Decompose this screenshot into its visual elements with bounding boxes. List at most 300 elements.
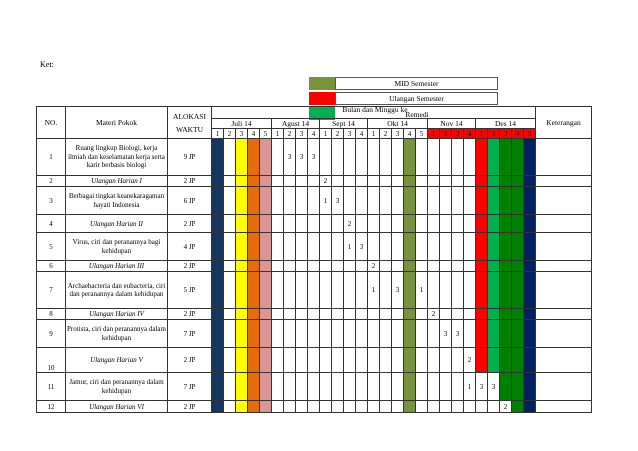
schedule-cell: [236, 187, 248, 215]
schedule-cell: [476, 401, 488, 413]
schedule-cell: [524, 261, 536, 272]
row-keterangan: [536, 176, 592, 187]
cell-value: 3: [356, 233, 368, 261]
schedule-cell: [440, 373, 452, 401]
week-header: 2: [224, 129, 236, 139]
schedule-cell: [296, 348, 308, 373]
week-header: 4: [248, 129, 260, 139]
schedule-cell: [296, 272, 308, 309]
row-no: 3: [37, 187, 66, 215]
schedule-cell: [512, 272, 524, 309]
schedule-cell: [380, 373, 392, 401]
schedule-cell: [212, 373, 224, 401]
table-row: [37, 401, 592, 413]
schedule-cell: [512, 176, 524, 187]
schedule-cell: [488, 261, 500, 272]
week-header: 2: [380, 129, 392, 139]
schedule-cell: [248, 139, 260, 176]
week-header: 5: [416, 129, 428, 139]
week-header: 4: [464, 129, 476, 139]
row-materi: Protista, ciri dan peranannya dalam kehidupan: [66, 320, 168, 348]
schedule-cell: [476, 215, 488, 233]
schedule-cell: [308, 261, 320, 272]
legend-swatch-ulangan: [309, 92, 335, 105]
row-alokasi: 2 JP: [168, 401, 212, 413]
cell-value: 1: [416, 272, 428, 309]
row-no: 11: [37, 373, 66, 401]
schedule-cell: [464, 401, 476, 413]
schedule-cell: [224, 401, 236, 413]
schedule-cell: [284, 272, 296, 309]
week-header: 5: [260, 129, 272, 139]
schedule-cell: [404, 373, 416, 401]
schedule-cell: [416, 233, 428, 261]
schedule-cell: [260, 401, 272, 413]
week-header: 3: [236, 129, 248, 139]
schedule-cell: [452, 401, 464, 413]
schedule-cell: [500, 373, 512, 401]
schedule-cell: [488, 348, 500, 373]
schedule-cell: [248, 373, 260, 401]
schedule-cell: [392, 261, 404, 272]
schedule-cell: [464, 187, 476, 215]
row-alokasi: 9 JP: [168, 139, 212, 176]
table-row: [37, 233, 592, 261]
schedule-cell: [392, 320, 404, 348]
schedule-cell: [260, 139, 272, 176]
week-header: 3: [500, 129, 512, 139]
schedule-cell: [272, 348, 284, 373]
cell-value: 2: [344, 215, 356, 233]
row-keterangan: [536, 272, 592, 309]
schedule-cell: [428, 401, 440, 413]
legend-label-ulangan: Ulangan Semester: [335, 92, 498, 105]
row-no: 2: [37, 176, 66, 187]
schedule-cell: [212, 309, 224, 320]
schedule-cell: [236, 348, 248, 373]
schedule-cell: [272, 139, 284, 176]
schedule-cell: [428, 215, 440, 233]
schedule-cell: [260, 373, 272, 401]
schedule-cell: [392, 233, 404, 261]
schedule-cell: [308, 176, 320, 187]
week-header: 3: [392, 129, 404, 139]
schedule-cell: [248, 401, 260, 413]
row-alokasi: 4 JP: [168, 233, 212, 261]
schedule-cell: [236, 261, 248, 272]
schedule-cell: [404, 215, 416, 233]
schedule-cell: [368, 176, 380, 187]
schedule-cell: [416, 320, 428, 348]
schedule-cell: [428, 176, 440, 187]
schedule-cell: [500, 272, 512, 309]
schedule-cell: [344, 176, 356, 187]
schedule-cell: [380, 139, 392, 176]
schedule-cell: [356, 139, 368, 176]
schedule-cell: [476, 261, 488, 272]
schedule-cell: [464, 309, 476, 320]
schedule-cell: [524, 215, 536, 233]
schedule-cell: [512, 373, 524, 401]
schedule-cell: [416, 373, 428, 401]
row-no: 9: [37, 320, 66, 348]
schedule-cell: [524, 176, 536, 187]
schedule-cell: [320, 320, 332, 348]
week-header: 4: [356, 129, 368, 139]
schedule-cell: [236, 320, 248, 348]
schedule-cell: [212, 215, 224, 233]
week-header: 1: [212, 129, 224, 139]
row-alokasi: 7 JP: [168, 320, 212, 348]
schedule-cell: [308, 215, 320, 233]
schedule-cell: [332, 261, 344, 272]
week-header: 3: [296, 129, 308, 139]
schedule-cell: [224, 233, 236, 261]
table-row: [37, 348, 592, 373]
cell-value: 3: [440, 320, 452, 348]
schedule-cell: [416, 139, 428, 176]
schedule-cell: [500, 215, 512, 233]
schedule-cell: [452, 272, 464, 309]
week-header: 3: [344, 129, 356, 139]
schedule-cell: [236, 215, 248, 233]
schedule-cell: [488, 215, 500, 233]
schedule-cell: [236, 373, 248, 401]
legend-label-mid: MID Semester: [335, 77, 498, 90]
schedule-cell: [308, 272, 320, 309]
cell-value: 3: [488, 373, 500, 401]
schedule-cell: [248, 348, 260, 373]
schedule-cell: [212, 320, 224, 348]
cell-value: 3: [452, 320, 464, 348]
schedule-cell: [488, 187, 500, 215]
schedule-cell: [440, 187, 452, 215]
schedule-cell: [392, 373, 404, 401]
schedule-cell: [464, 233, 476, 261]
schedule-cell: [248, 233, 260, 261]
header-keterangan: Keterangan: [536, 107, 592, 139]
schedule-cell: [296, 320, 308, 348]
week-header: 4: [404, 129, 416, 139]
schedule-cell: [488, 176, 500, 187]
cell-value: 2: [464, 348, 476, 373]
schedule-cell: [224, 320, 236, 348]
cell-value: 3: [332, 187, 344, 215]
week-header: 4: [512, 129, 524, 139]
month-desember: Des 14: [476, 119, 536, 129]
schedule-cell: [356, 320, 368, 348]
schedule-cell: [500, 176, 512, 187]
week-header: 1: [320, 129, 332, 139]
schedule-cell: [272, 261, 284, 272]
week-header: 1: [368, 129, 380, 139]
schedule-cell: [284, 401, 296, 413]
schedule-cell: [428, 187, 440, 215]
schedule-cell: [452, 373, 464, 401]
schedule-cell: [224, 139, 236, 176]
schedule-cell: [428, 233, 440, 261]
table-row: [37, 309, 592, 320]
schedule-cell: [404, 233, 416, 261]
cell-value: 2: [368, 261, 380, 272]
row-alokasi: 7 JP: [168, 373, 212, 401]
schedule-cell: [284, 320, 296, 348]
month-agustus: Agust 14: [272, 119, 320, 129]
schedule-cell: [308, 187, 320, 215]
row-no: 12: [37, 401, 66, 413]
schedule-cell: [524, 272, 536, 309]
schedule-cell: [392, 401, 404, 413]
schedule-cell: [380, 272, 392, 309]
row-materi: Jamur, ciri dan peranannya dalam kehidupan: [66, 373, 168, 401]
schedule-cell: [272, 309, 284, 320]
row-materi: Ruang lingkup Biologi, kerja ilmiah dan keselamatan kerja serta karir berbasis biologi: [66, 139, 168, 176]
cell-value: 2: [320, 176, 332, 187]
schedule-cell: [428, 373, 440, 401]
row-materi: Ulangan Harian I: [66, 176, 168, 187]
schedule-cell: [344, 139, 356, 176]
schedule-cell: [500, 261, 512, 272]
schedule-cell: [284, 261, 296, 272]
schedule-cell: [248, 272, 260, 309]
row-materi: Berbagai tingkat keanekaragaman hayati Indonesia: [66, 187, 168, 215]
schedule-cell: [284, 348, 296, 373]
row-keterangan: [536, 139, 592, 176]
schedule-cell: [416, 187, 428, 215]
row-keterangan: [536, 320, 592, 348]
schedule-cell: [512, 320, 524, 348]
schedule-cell: [428, 261, 440, 272]
schedule-cell: [488, 309, 500, 320]
schedule-cell: [440, 215, 452, 233]
schedule-cell: [212, 261, 224, 272]
schedule-cell: [248, 309, 260, 320]
schedule-cell: [260, 261, 272, 272]
header-materi: Materi Pokok: [66, 107, 168, 139]
cell-value: 1: [464, 373, 476, 401]
schedule-cell: [512, 139, 524, 176]
schedule-cell: [272, 373, 284, 401]
schedule-cell: [500, 233, 512, 261]
schedule-cell: [380, 348, 392, 373]
schedule-cell: [512, 261, 524, 272]
week-header: 2: [488, 129, 500, 139]
schedule-cell: [224, 309, 236, 320]
week-header: 1: [272, 129, 284, 139]
row-alokasi: 2 JP: [168, 176, 212, 187]
schedule-cell: [344, 373, 356, 401]
row-alokasi: 5 JP: [168, 272, 212, 309]
week-header: 2: [440, 129, 452, 139]
schedule-cell: [332, 348, 344, 373]
schedule-cell: [392, 139, 404, 176]
schedule-table: [36, 106, 592, 413]
row-materi: Virus, ciri dan peranannya bagi kehidupan: [66, 233, 168, 261]
schedule-cell: [452, 187, 464, 215]
schedule-cell: [308, 309, 320, 320]
schedule-cell: [320, 272, 332, 309]
schedule-cell: [332, 272, 344, 309]
schedule-cell: [464, 320, 476, 348]
schedule-cell: [464, 176, 476, 187]
schedule-cell: [272, 176, 284, 187]
cell-value: 3: [392, 272, 404, 309]
week-header: 3: [452, 129, 464, 139]
schedule-cell: [356, 309, 368, 320]
schedule-cell: [380, 401, 392, 413]
schedule-cell: [464, 272, 476, 309]
cell-value: 3: [308, 139, 320, 176]
schedule-cell: [404, 176, 416, 187]
schedule-cell: [296, 215, 308, 233]
schedule-cell: [476, 309, 488, 320]
schedule-cell: [476, 233, 488, 261]
schedule-cell: [260, 233, 272, 261]
schedule-cell: [428, 320, 440, 348]
schedule-cell: [488, 320, 500, 348]
schedule-cell: [452, 309, 464, 320]
row-no: 6: [37, 261, 66, 272]
schedule-cell: [452, 176, 464, 187]
schedule-cell: [404, 187, 416, 215]
schedule-cell: [512, 187, 524, 215]
schedule-cell: [332, 233, 344, 261]
row-no: 4: [37, 215, 66, 233]
schedule-cell: [332, 309, 344, 320]
schedule-cell: [512, 348, 524, 373]
row-keterangan: [536, 261, 592, 272]
cell-value: 1: [344, 233, 356, 261]
schedule-cell: [284, 373, 296, 401]
schedule-cell: [344, 348, 356, 373]
schedule-cell: [236, 401, 248, 413]
header-alokasi: ALOKASI WAKTU: [168, 107, 212, 139]
schedule-cell: [368, 187, 380, 215]
schedule-cell: [296, 176, 308, 187]
schedule-cell: [344, 309, 356, 320]
schedule-cell: [284, 215, 296, 233]
schedule-cell: [308, 348, 320, 373]
schedule-cell: [404, 348, 416, 373]
schedule-cell: [464, 139, 476, 176]
row-no: 7: [37, 272, 66, 309]
schedule-cell: [308, 401, 320, 413]
schedule-cell: [404, 401, 416, 413]
schedule-cell: [212, 233, 224, 261]
schedule-cell: [476, 176, 488, 187]
schedule-cell: [260, 187, 272, 215]
month-oktober: Okt 14: [368, 119, 428, 129]
schedule-cell: [368, 139, 380, 176]
schedule-cell: [296, 373, 308, 401]
schedule-cell: [416, 176, 428, 187]
month-november: Nov 14: [428, 119, 476, 129]
schedule-cell: [320, 215, 332, 233]
schedule-cell: [272, 272, 284, 309]
schedule-cell: [512, 309, 524, 320]
schedule-cell: [416, 309, 428, 320]
schedule-cell: [440, 139, 452, 176]
row-keterangan: [536, 348, 592, 373]
schedule-cell: [332, 176, 344, 187]
schedule-cell: [224, 176, 236, 187]
schedule-cell: [212, 348, 224, 373]
schedule-cell: [344, 320, 356, 348]
schedule-cell: [368, 233, 380, 261]
schedule-cell: [248, 215, 260, 233]
month-juli: Juli 14: [212, 119, 272, 129]
schedule-cell: [248, 261, 260, 272]
row-keterangan: [536, 233, 592, 261]
schedule-cell: [368, 401, 380, 413]
schedule-cell: [500, 320, 512, 348]
schedule-cell: [512, 215, 524, 233]
schedule-cell: [464, 261, 476, 272]
schedule-cell: [320, 139, 332, 176]
row-no: 5: [37, 233, 66, 261]
schedule-cell: [416, 215, 428, 233]
schedule-cell: [524, 348, 536, 373]
row-keterangan: [536, 187, 592, 215]
schedule-cell: [464, 215, 476, 233]
schedule-cell: [356, 272, 368, 309]
schedule-cell: [380, 320, 392, 348]
schedule-cell: [236, 176, 248, 187]
table-row: [37, 261, 592, 272]
row-alokasi: 2 JP: [168, 348, 212, 373]
table-row: [37, 215, 592, 233]
schedule-cell: [404, 309, 416, 320]
legend-swatch-mid: [309, 77, 335, 90]
schedule-cell: [476, 272, 488, 309]
schedule-cell: [248, 320, 260, 348]
row-alokasi: 2 JP: [168, 261, 212, 272]
schedule-cell: [368, 373, 380, 401]
row-keterangan: [536, 309, 592, 320]
row-no: 1: [37, 139, 66, 176]
schedule-cell: [236, 272, 248, 309]
schedule-cell: [488, 139, 500, 176]
schedule-cell: [380, 261, 392, 272]
schedule-cell: [476, 187, 488, 215]
schedule-cell: [368, 215, 380, 233]
schedule-cell: [296, 401, 308, 413]
schedule-cell: [284, 309, 296, 320]
schedule-cell: [212, 139, 224, 176]
row-materi: Archaebacteria dan eubacteria, ciri dan peranannya dalam kehidupan: [66, 272, 168, 309]
schedule-cell: [344, 272, 356, 309]
row-materi: Ulangan Harian V: [66, 348, 168, 373]
bulan-minggu-label: Bulan dan Minggu ke: [342, 105, 408, 114]
schedule-cell: [320, 348, 332, 373]
schedule-cell: [452, 139, 464, 176]
schedule-cell: [260, 348, 272, 373]
schedule-cell: [272, 187, 284, 215]
schedule-cell: [296, 187, 308, 215]
schedule-cell: [308, 373, 320, 401]
schedule-cell: [296, 233, 308, 261]
schedule-cell: [344, 261, 356, 272]
schedule-cell: [524, 320, 536, 348]
cell-value: 2: [428, 309, 440, 320]
schedule-cell: [332, 373, 344, 401]
schedule-cell: [356, 187, 368, 215]
schedule-cell: [416, 261, 428, 272]
schedule-cell: [344, 187, 356, 215]
schedule-cell: [500, 348, 512, 373]
cell-value: 2: [500, 401, 512, 413]
schedule-cell: [428, 348, 440, 373]
